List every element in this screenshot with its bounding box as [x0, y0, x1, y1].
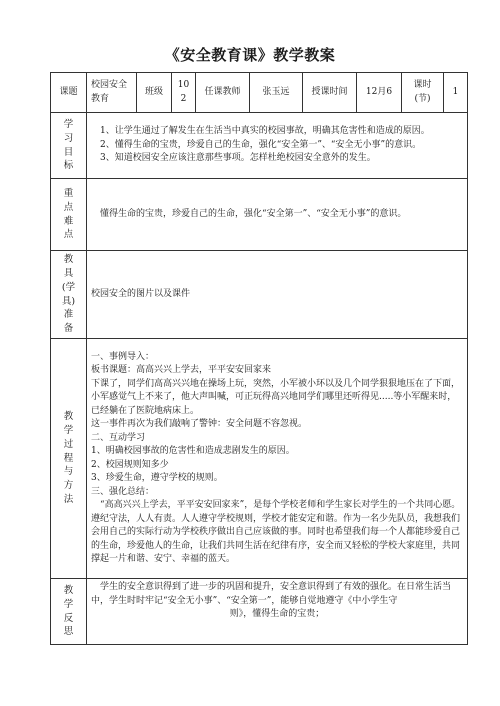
- process-line: 下课了，同学们高高兴兴地在操场上玩，突然，小军被小环以及几个同学狠狠地压在了下面，小军感觉气上不来了，他大声叫喊，可正玩得高兴地同学们哪里还听得见.....等小军醒来时，已经躺在了医院地病床上。: [91, 378, 461, 416]
- process-line: 1、明确校园事故的危害性和造成悲剧发生的原因。: [91, 446, 295, 456]
- key-points-label: 重 点 难 点: [51, 179, 87, 251]
- header-row: [51, 73, 468, 113]
- time-label: 授课时间: [303, 73, 357, 113]
- period-label: 课时(节): [402, 73, 444, 113]
- topic-value: 校园安全教育: [87, 73, 137, 113]
- process-row: [51, 339, 468, 579]
- process-label: 教 学 过 程 与 方 法: [51, 339, 87, 579]
- process-line: “高高兴兴上学去，平平安安回家来”，是每个学校老师和学生家长对学生的一个共同心愿。遵纪守法，人人有责。人人遵守学校规则，学校才能安定和谐。作为一名少先队员，我想我们会用自己的实际行动为学校秩序做出自己应该做的事。同时也希望我们每一个人都能珍爱自己的生命，珍爱他人的生命，让我们共同生活在纪律有序，安全而又轻松的学校大家庭里，共同撑起一片和谐、安宁、幸福的蓝天。: [91, 500, 461, 564]
- class-label: 班级: [137, 73, 172, 113]
- topic-label: 课题: [51, 73, 87, 113]
- materials-label: 教 具 (学 具) 准 备: [51, 251, 87, 339]
- objectives-label: 学 习 目 标: [51, 113, 87, 179]
- period-value: 1: [444, 73, 468, 113]
- process-line: 2、校园规则知多少: [91, 459, 169, 470]
- time-value: 12月6: [357, 73, 402, 113]
- objectives-content: [87, 113, 468, 179]
- materials-content: 校园安全的图片以及课件: [87, 251, 468, 339]
- process-line: 板书课题：高高兴兴上学去，平平安安回家来: [91, 365, 272, 375]
- reflection-label: 教 学 反 思: [51, 579, 87, 645]
- process-line: 二、互动学习: [91, 432, 146, 443]
- class-value: 102: [172, 73, 196, 113]
- lesson-plan-table: [50, 72, 468, 645]
- key-points-row: [51, 179, 468, 251]
- reflection-row: [51, 579, 468, 645]
- process-line: 这一事件再次为我们敲响了警钟：安全问题不容忽视。: [91, 419, 308, 429]
- teacher-label: 任课教师: [196, 73, 250, 113]
- objective-line: 3、知道校园安全应该注意那些事项。怎样杜绝校园安全意外的发生。: [100, 153, 376, 164]
- reflection-content: 学生的安全意识得到了进一步的巩固和提升，安全意识得到了有效的强化。在日常生活当中，学生时时牢记“安全无小事”、“安全第一”，能够自觉地遵守《中小学生守 则》，懂得生命的宝贵；: [87, 579, 468, 645]
- objectives-row: [51, 113, 468, 179]
- teacher-value: 张玉远: [250, 73, 303, 113]
- process-line: 三、强化总结：: [91, 486, 155, 497]
- key-points-content: 懂得生命的宝贵，珍爱自己的生命，强化“安全第一”、“安全无小事”的意识。: [87, 179, 468, 251]
- objective-line: 1、让学生通过了解发生在生活当中真实的校园事故，明确其危害性和造成的原因。: [100, 126, 430, 137]
- process-line: 3、珍爱生命，遵守学校的规则。: [91, 473, 223, 483]
- materials-row: [51, 251, 468, 339]
- objective-line: 2、懂得生命的宝贵，珍爱自己的生命，强化“安全第一”、“安全无小事”的意识。: [100, 139, 422, 150]
- page-title: 《安全教育课》教学教案: [164, 46, 336, 64]
- process-line: 一、事例导入：: [91, 351, 155, 362]
- process-content: [87, 339, 468, 579]
